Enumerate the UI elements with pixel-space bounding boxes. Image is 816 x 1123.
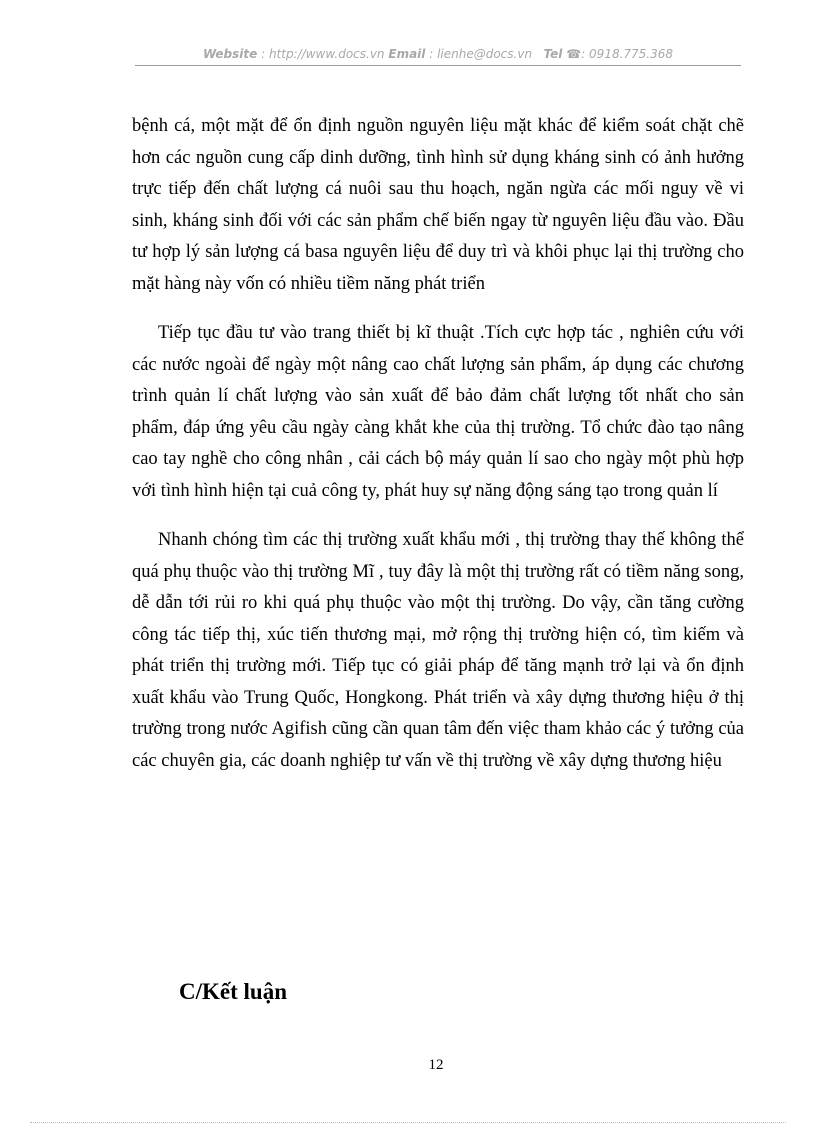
website-url[interactable]: http://www.docs.vn <box>268 47 385 61</box>
website-label: Website <box>202 47 258 61</box>
body-paragraph-1: bệnh cá, một mặt để ổn định nguồn nguyên liệu mặt khác để kiểm soát chặt chẽ hơn các nguồn cung cấp dinh dưỡng, tình hình sử dụng kháng sinh có ảnh hưởng trực tiếp đến chất lượng cá nuôi sau thu hoạch, ngăn ngừa các mối nguy về vi sinh, kháng sinh đối với các sản phẩm chế biến ngay từ nguyên liệu đầu vào. Đầu tư hợp lý sản lượng cá basa nguyên liệu để duy trì và khôi phục lại thị trường cho mặt hàng này vốn có nhiều tiềm năng phát triển <box>132 116 744 294</box>
page-header: Website : http://www.docs.vn Email : lienhe@docs.vn Tel ☎: 0918.775.368 <box>202 47 674 61</box>
body-paragraph-2: Tiếp tục đầu tư vào trang thiết bị kĩ thuật .Tích cực hợp tác , nghiên cứu với các nước ngoài để ngày một nâng cao chất lượng sản phẩm, áp dụng các chương trình quản lí chất lượng vào sản xuất để bảo đảm chất lượng tốt nhất cho sản phẩm, đáp ứng yêu cầu ngày càng khắt khe của thị trường. Tổ chức đào tạo nâng cao tay nghề cho công nhân , cải cách bộ máy quản lí sao cho ngày một phù hợp với tình hình hiện tại cuả công ty, phát huy sự năng động sáng tạo trong quản lí <box>132 323 744 501</box>
tel-number: 0918.775.368 <box>589 47 674 61</box>
email-address[interactable]: lienhe@docs.vn <box>437 47 533 61</box>
section-heading: C/Kết luận <box>179 979 287 1004</box>
tel-label: Tel <box>543 47 563 61</box>
body-paragraph-3: Nhanh chóng tìm các thị trường xuất khẩu mới , thị trường thay thế không thể quá phụ thuộc vào thị trường Mĩ , tuy đây là một thị trường rất có tiềm năng song, dễ dẫn tới rủi ro khi quá phụ thuộc vào một thị trường. Do vậy, cần tăng cường công tác tiếp thị, xúc tiến thương mại, mở rộng thị trường hiện có, tìm kiếm và phát triển thị trường mới. Tiếp tục có giải pháp để tăng mạnh trở lại và ổn định xuất khẩu vào Trung Quốc, Hongkong. Phát triển và xây dựng thương hiệu ở thị trường trong nước Agifish cũng cần quan tâm đến việc tham khảo các ý tưởng của các chuyên gia, các doanh nghiệp tư vấn về thị trường về xây dựng thương hiệu <box>132 530 744 771</box>
page-number: 12 <box>428 1057 444 1073</box>
document-body <box>132 111 744 795</box>
email-label: Email <box>388 47 426 61</box>
phone-icon: ☎ <box>566 47 582 61</box>
header-divider <box>135 65 741 66</box>
